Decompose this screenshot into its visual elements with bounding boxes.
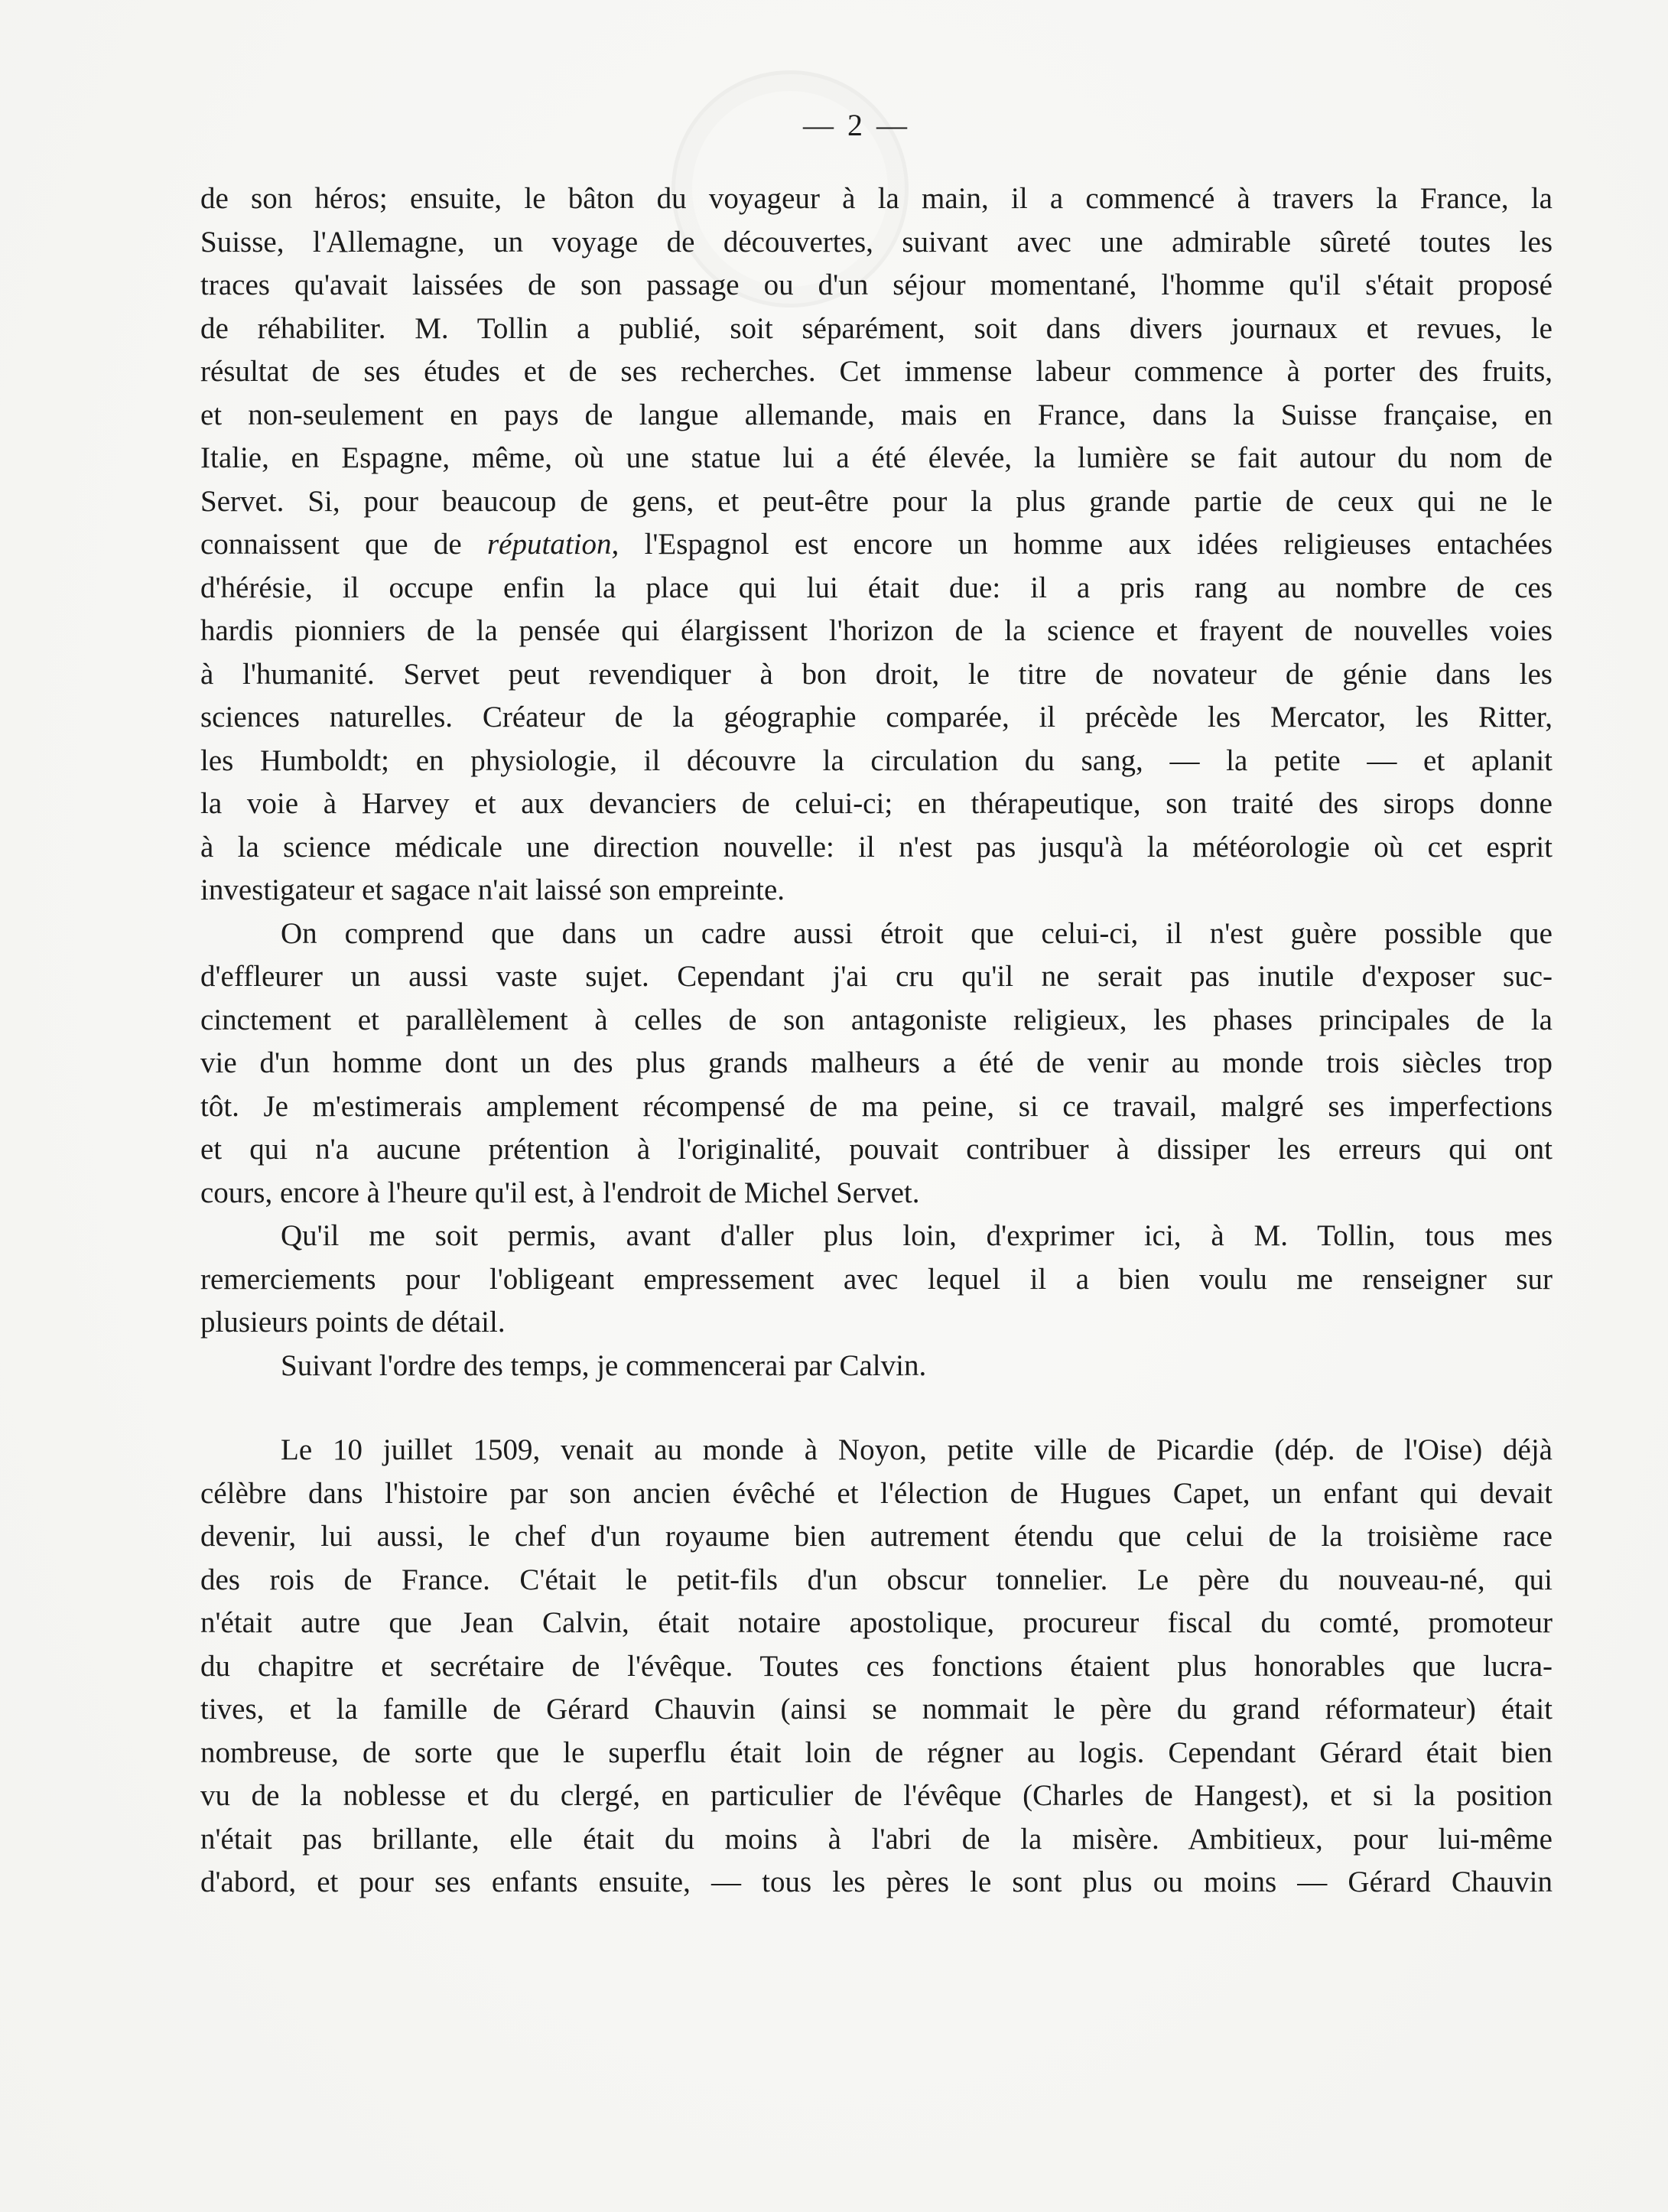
text-line: à l'humanité. Servet peut revendiquer à bon droit, le titre de novateur de génie dans les: [200, 657, 1553, 691]
text-line: plusieurs points de détail.: [200, 1306, 506, 1339]
text-line: Qu'il me soit permis, avant d'aller plus loin, d'exprimer ici, à M. Tollin, tous mes: [281, 1219, 1553, 1252]
text-line: du chapitre et secrétaire de l'évêque. Toutes ces fonctions étaient plus honorables que lucra-: [200, 1649, 1553, 1683]
text-line: Suivant l'ordre des temps, je commencerai par Calvin.: [281, 1348, 927, 1382]
text-line: les Humboldt; en physiologie, il découvre la circulation du sang, — la petite — et aplanit: [200, 743, 1553, 777]
text-line: d'abord, et pour ses enfants ensuite, — tous les pères le sont plus ou moins — Gérard Chauvin: [200, 1866, 1553, 1898]
text-line: d'hérésie, il occupe enfin la place qui lui était due: il a pris rang au nombre de ces: [200, 571, 1553, 604]
text-line-with-italic: [200, 523, 1553, 567]
italic-word: réputation,: [487, 528, 619, 561]
text-line: n'était pas brillante, elle était du moins à l'abri de la misère. Ambitieux, pour lui-même: [200, 1822, 1553, 1856]
text-line: cours, encore à l'heure qu'il est, à l'endroit de Michel Servet.: [200, 1176, 920, 1209]
text-line: devenir, lui aussi, le chef d'un royaume bien autrement étendu que celui de la troisième race: [200, 1520, 1553, 1553]
text-line: Italie, en Espagne, même, où une statue lui a été élevée, la lumière se fait autour du nom de: [200, 441, 1553, 474]
text-line: Le 10 juillet 1509, venait au monde à Noyon, petite ville de Picardie (dép. de l'Oise) déjà: [281, 1433, 1553, 1466]
text-line: de son héros; ensuite, le bâton du voyageur à la main, il a commencé à travers la France, la: [200, 182, 1553, 215]
text-line: à la science médicale une direction nouvelle: il n'est pas jusqu'à la météorologie où cet esprit: [200, 830, 1553, 864]
text-line: célèbre dans l'histoire par son ancien évêché et l'élection de Hugues Capet, un enfant qui devait: [200, 1476, 1553, 1510]
text-line: hardis pionniers de la pensée qui élargissent l'horizon de la science et frayent de nouvelles voies: [200, 614, 1553, 647]
text-line: la voie à Harvey et aux devanciers de celui-ci; en thérapeutique, son traité des sirops donne: [200, 787, 1553, 820]
text-line: tives, et la famille de Gérard Chauvin (ainsi se nommait le père du grand réformateur) était: [200, 1693, 1553, 1726]
text-line: vu de la noblesse et du clergé, en particulier de l'évêque (Charles de Hangest), et si la position: [200, 1779, 1553, 1812]
text-line: n'était autre que Jean Calvin, était notaire apostolique, procureur fiscal du comté, promoteur: [200, 1606, 1553, 1639]
text-span: connaissent que de: [200, 528, 462, 561]
text-line: d'effleurer un aussi vaste sujet. Cependant j'ai cru qu'il ne serait pas inutile d'exposer suc-: [200, 960, 1553, 993]
text-line: traces qu'avait laissées de son passage ou d'un séjour momentané, l'homme qu'il s'était proposé: [200, 268, 1553, 301]
text-line: Suisse, l'Allemagne, un voyage de découvertes, suivant avec une admirable sûreté toutes les: [200, 225, 1553, 259]
text-line: cinctement et parallèlement à celles de son antagoniste religieux, les phases principales de la: [200, 1003, 1553, 1036]
text-line: et qui n'a aucune prétention à l'originalité, pouvait contribuer à dissiper les erreurs qui ont: [200, 1133, 1553, 1166]
body-text: [200, 177, 1553, 1905]
text-line: des rois de France. C'était le petit-fils d'un obscur tonnelier. Le père du nouveau-né, qui: [200, 1563, 1553, 1596]
section-gap: [200, 1387, 1553, 1429]
text-line: nombreuse, de sorte que le superflu était loin de régner au logis. Cependant Gérard était bien: [200, 1735, 1553, 1769]
page-number: — 2 —: [803, 108, 910, 142]
text-line: résultat de ses études et de ses recherches. Cet immense labeur commence à porter des fruits,: [200, 355, 1553, 388]
text-line: investigateur et sagace n'ait laissé son empreinte.: [200, 873, 785, 906]
text-line: sciences naturelles. Créateur de la géographie comparée, il précède les Mercator, les Ritter,: [200, 701, 1553, 734]
text-line: remerciements pour l'obligeant empressement avec lequel il a bien voulu me renseigner sur: [200, 1262, 1553, 1296]
text-line: tôt. Je m'estimerais amplement récompensé de ma peine, si ce travail, malgré ses imperfections: [200, 1089, 1553, 1123]
text-line: de réhabiliter. M. Tollin a publié, soit séparément, soit dans divers journaux et revues, le: [200, 311, 1553, 345]
text-line: vie d'un homme dont un des plus grands malheurs a été de venir au monde trois siècles trop: [200, 1046, 1553, 1079]
text-line: Servet. Si, pour beaucoup de gens, et peut-être pour la plus grande partie de ceux qui ne le: [200, 484, 1553, 518]
text-span: l'Espagnol est encore un homme aux idées religieuses entachées: [644, 528, 1553, 561]
text-line: On comprend que dans un cadre aussi étroit que celui-ci, il n'est guère possible que: [281, 916, 1553, 950]
text-line: et non-seulement en pays de langue allemande, mais en France, dans la Suisse française, en: [200, 398, 1553, 431]
